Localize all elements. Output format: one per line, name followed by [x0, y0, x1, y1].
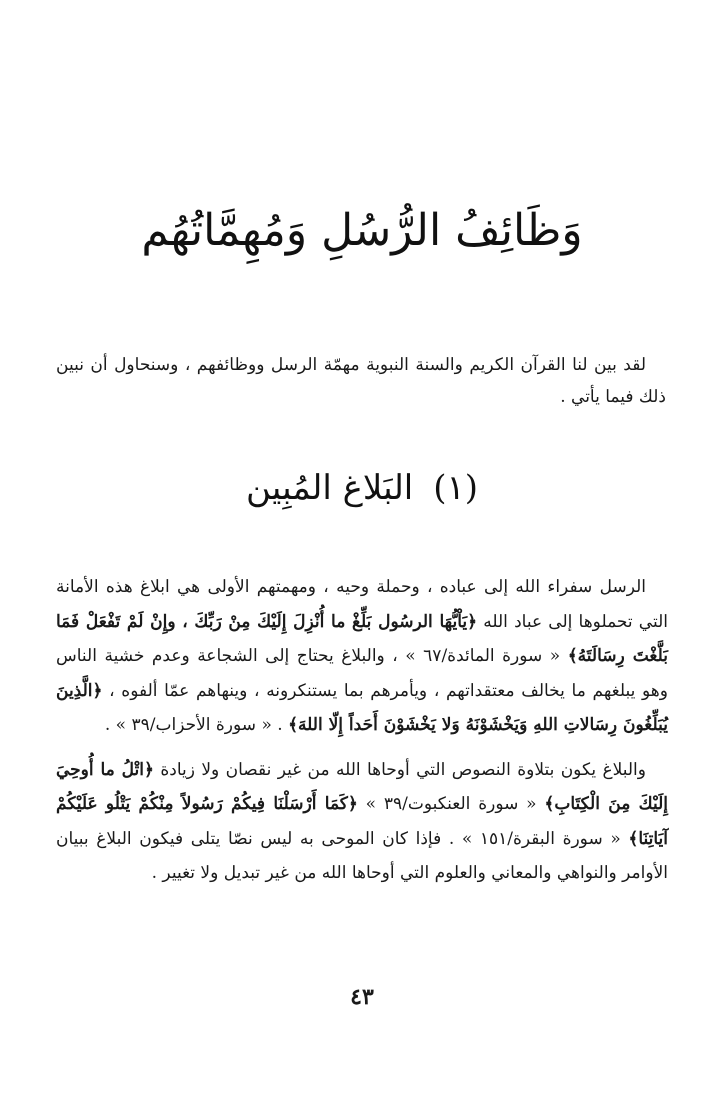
quran-verse: ﴿اتْلُ ما أُوحِيَ إِلَيْكَ مِنَ الْكِتَابِ﴾: [56, 759, 668, 814]
page-number: ٤٣: [350, 984, 374, 1010]
text-segment: والبلاغ يكون بتلاوة النصوص التي أوحاها الله من غير نقصان ولا زيادة: [153, 759, 646, 780]
quran-verse: ﴿يَاْيُّهَا الرسُول بَلِّغْ ما أُنْزِلَ إِلَيْكَ مِنْ رَبِّكَ ، وإِنْ لَمْ تَفْعَلْ فَمَا بَلَّغْتَ رِسَالَتَهُ﴾: [56, 611, 668, 666]
quran-verse: ﴿الَّذِينَ يُبَلِّغُونَ رِسَالاتِ اللهِ وَيَخْشَوْنَهُ وَلا يَخْشَوْنَ أَحَداً إِلّا اللهَ﴾: [56, 680, 668, 735]
section-body: [56, 570, 668, 901]
text-segment: « سورة البقرة/١٥١ » . فإذا كان الموحى به ليس نصّا يتلى فيكون البلاغ ببيان الأوامر والنواهي والمعاني والعلوم التي أوحاها الله من غير تبديل ولا تغيير .: [56, 828, 668, 883]
intro-paragraph: [56, 349, 666, 413]
text-segment: « سورة المائدة/٦٧ » ، والبلاغ يحتاج إلى الشجاعة وعدم خشية الناس وهو يبلغهم ما يخالف معتقداتهم ، ويأمرهم بما يستنكرونه ، وينهاهم عمّا ألفوه ،: [56, 646, 668, 701]
intro-text: لقد بين لنا القرآن الكريم والسنة النبوية مهمّة الرسل ووظائفهم ، وسنحاول أن نبين ذلك فيما يأتي .: [56, 355, 666, 407]
text-segment: الرسل سفراء الله إلى عباده ، وحملة وحيه ، ومهمتهم الأولى هي ابلاغ هذه الأمانة التي تحملوها إلى عباد الله: [56, 577, 668, 632]
text-segment: . « سورة الأحزاب/٣٩ » .: [104, 715, 289, 735]
text-segment: « سورة العنكبوت/٣٩ »: [357, 794, 545, 814]
section-title: البَلاغ المُبِين: [245, 468, 414, 508]
chapter-title: وَظَائِفُ الرُّسُلِ وَمُهِمَّاتُهُم: [141, 205, 583, 256]
section-heading: [0, 458, 724, 518]
section-number: (١): [433, 468, 479, 508]
quran-verse: ﴿كَمَا أَرْسَلْنَا فِيكُمْ رَسُولاً مِنْكُمْ يَتْلُو عَلَيْكُمْ آيَاتِنَا﴾: [56, 794, 669, 849]
body-paragraph-1: [56, 570, 668, 743]
body-paragraph-2: [56, 753, 668, 891]
